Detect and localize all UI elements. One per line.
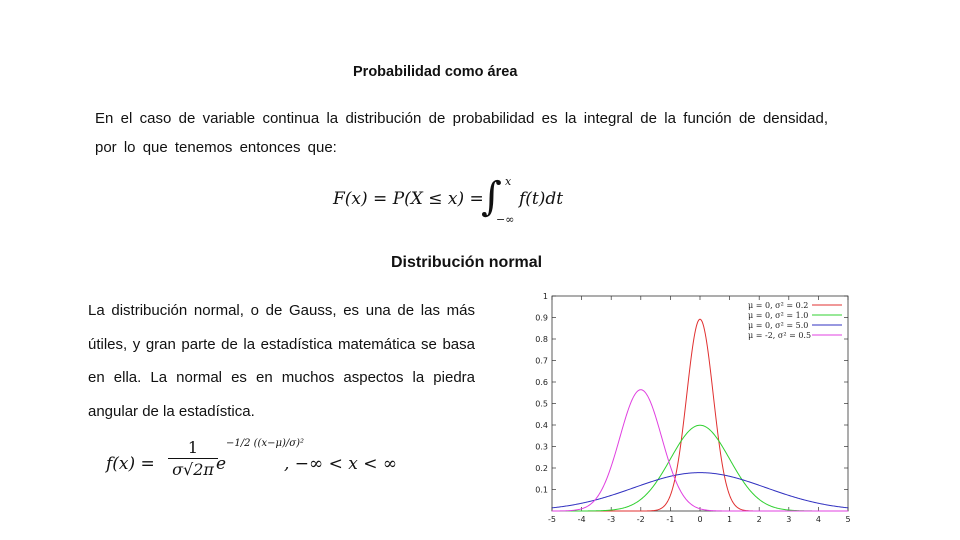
pdf-formula-rhs: , −∞ < x < ∞ xyxy=(284,454,398,474)
fraction-bar xyxy=(168,458,218,459)
y-tick-label: 0.1 xyxy=(535,485,548,495)
page-title: Probabilidad como área xyxy=(353,64,518,80)
y-tick-label: 0.6 xyxy=(535,378,548,387)
cdf-formula-lhs: F(x) = P(X ≤ x) = xyxy=(333,189,484,209)
x-tick-label: 0 xyxy=(697,515,703,524)
pdf-exponent: −1/2 ((x−μ)/σ)² xyxy=(226,438,304,449)
cdf-formula xyxy=(333,175,593,225)
pdf-exp-base: e xyxy=(216,454,227,474)
integral-upper-limit: x xyxy=(505,175,512,188)
series-line xyxy=(552,319,848,511)
integral-lower-limit: −∞ xyxy=(496,213,515,226)
x-tick-label: -3 xyxy=(607,515,616,524)
legend-label: μ = 0, σ² = 1.0 xyxy=(748,311,809,320)
pdf-denominator: σ√2π xyxy=(172,460,214,479)
x-tick-label: 2 xyxy=(756,515,762,524)
x-tick-label: 5 xyxy=(845,515,851,524)
x-tick-label: 4 xyxy=(815,515,821,524)
legend-label: μ = 0, σ² = 0.2 xyxy=(748,301,809,310)
y-tick-label: 0.3 xyxy=(535,442,548,452)
legend-label: μ = 0, σ² = 5.0 xyxy=(748,321,809,330)
y-tick-label: 0.4 xyxy=(535,421,548,430)
x-tick-label: -4 xyxy=(577,515,586,524)
y-tick-label: 0.5 xyxy=(535,399,548,409)
pdf-numerator: 1 xyxy=(187,438,199,457)
x-tick-label: -5 xyxy=(548,515,556,524)
y-tick-label: 0.2 xyxy=(535,464,548,473)
normal-description: La distribución normal, o de Gauss, es una de las más útiles, y gran parte de la estadística matemática se basa en ella. La normal es en muchos aspectos la piedra angular de la estadística. xyxy=(88,302,475,420)
series-line xyxy=(552,390,848,511)
intro-paragraph: En el caso de variable continua la distribución de probabilidad es la integral de la función de densidad, por lo que tenemos entonces que: xyxy=(95,110,828,156)
y-tick-label: 0.7 xyxy=(535,356,548,366)
normal-pdf-formula xyxy=(106,436,406,496)
x-tick-label: -1 xyxy=(666,515,675,524)
x-tick-label: 3 xyxy=(786,515,792,524)
cdf-formula-rhs: f(t)dt xyxy=(519,189,564,209)
y-tick-label: 0.9 xyxy=(535,313,548,323)
section-heading: Distribución normal xyxy=(391,254,543,271)
series-line xyxy=(552,473,848,508)
x-tick-label: 1 xyxy=(727,515,733,524)
normal-distribution-chart xyxy=(528,286,858,534)
y-tick-label: 1 xyxy=(542,292,548,301)
integral-sign: ∫ xyxy=(481,174,502,220)
legend-label: μ = -2, σ² = 0.5 xyxy=(748,331,812,340)
pdf-fraction xyxy=(168,438,218,479)
y-tick-label: 0.8 xyxy=(535,335,548,344)
x-tick-label: -2 xyxy=(636,515,645,524)
pdf-formula-lhs: f(x) = xyxy=(106,454,155,474)
